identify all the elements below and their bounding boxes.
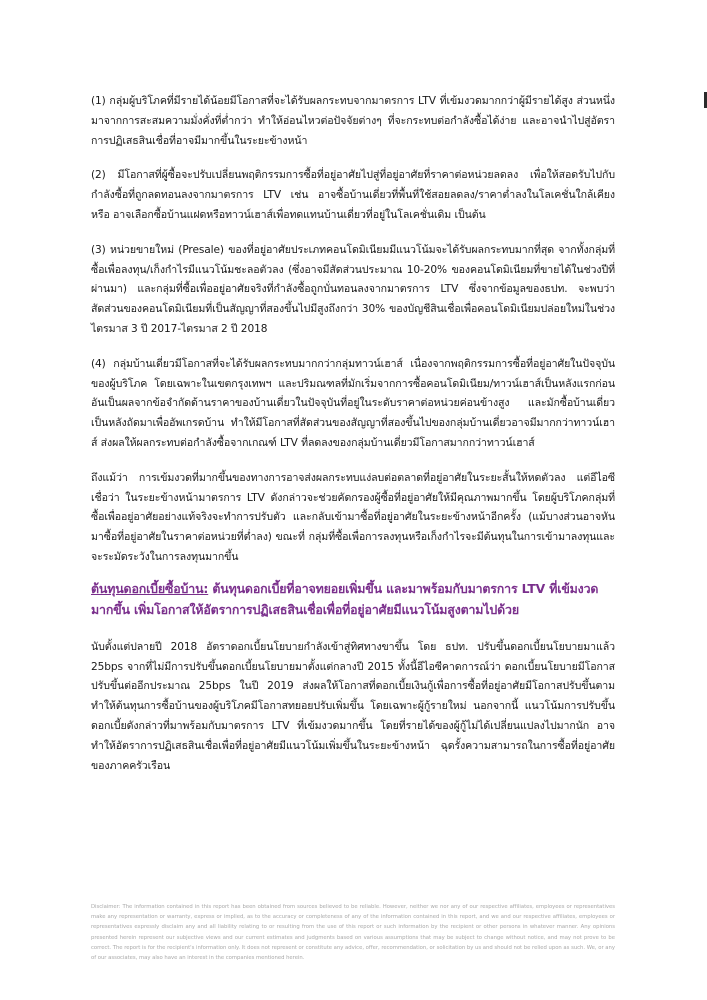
paragraph-point-1: (1) กลุ่มผู้บริโภคที่มีรายได้น้อยมีโอกาสที่จะได้รับผลกระทบจากมาตรการ LTV ที่เข้มงวดมากกว่าผู้มีรายได้สูง ส่วนหนึ่งมาจากการสะสมความมั่งคั่งที่ต่ำกว่า ทำให้อ่อนไหวต่อปัจจัยต่างๆ ที่จะกระทบต่อกำลังซื้อได้ง่าย และอาจนำไปสู่อัตราการปฏิเสธสินเชื่อที่อาจมีมากขึ้นในระยะข้างหน้า (91, 95, 615, 147)
paragraph-interest-rate: นับตั้งแต่ปลายปี 2018 อัตราดอกเบี้ยนโยบายกำลังเข้าสู่ทิศทางขาขึ้น โดย ธปท. ปรับขึ้นดอกเบี้ยนโยบายมาแล้ว 25bps จากที่ไม่มีการปรับขึ้นดอกเบี้ยนโยบายมาตั้งแต่กลางปี 2015 ทั้งนี้อีไอซีคาดการณ์ว่า ดอกเบี้ยนโยบายมีโอกาสปรับขึ้นต่ออีกประมาณ 25bps ในปี 2019 ส่งผลให้โอกาสที่ดอกเบี้ยเงินกู้เพื่อการซื้อที่อยู่อาศัยมีโอกาสปรับขึ้นตาม ทำให้ต้นทุนการซื้อบ้านของผู้บริโภคมีโอกาสทยอยปรับเพิ่มขึ้น โดยเฉพาะผู้กู้รายใหม่ นอกจากนี้ แนวโน้มการปรับขึ้นดอกเบี้ยดังกล่าวที่มาพร้อมกับมาตรการ LTV ที่เข้มงวดมากขึ้น โดยที่รายได้ของผู้กู้ไม่ได้เปลี่ยนแปลงไปมากนัก อาจทำให้อัตราการปฏิเสธสินเชื่อเพื่อที่อยู่อาศัยมีแนวโน้มเพิ่มขึ้นในระยะข้างหน้า ฉุดรั้งความสามารถในการซื้อที่อยู่อาศัยของภาคครัวเรือน (91, 640, 615, 772)
main-content (91, 92, 615, 791)
section-heading-rest: ต้นทุนดอกเบี้ยที่อาจทยอยเพิ่มขึ้น และมาพร้อมกับมาตรการ LTV ที่เข้มงวดมากขึ้น เพิ่มโอกาสให้อัตราการปฏิเสธสินเชื่อเพื่อที่อยู่อาศัยมีแนวโน้มสูงตามไปด้วย (91, 580, 599, 617)
paragraph-point-3: (3) หน่วยขายใหม่ (Presale) ของที่อยู่อาศัยประเภทคอนโดมิเนียมมีแนวโน้มจะได้รับผลกระทบมากที่สุด จากทั้งกลุ่มที่ซื้อเพื่อลงทุน/เก็งกำไรมีแนวโน้มชะลอตัวลง (ซึ่งอาจมีสัดส่วนประมาณ 10-20% ของคอนโดมิเนียมที่ขายได้ในช่วงปีที่ผ่านมา) และกลุ่มที่ซื้อเพื่ออยู่อาศัยจริงที่กำลังซื้อถูกบั่นทอนลงจากมาตรการ LTV ซึ่งจากข้อมูลของธปท. จะพบว่าสัดส่วนของคอนโดมิเนียมที่เป็นสัญญาที่สองขึ้นไปมีสูงถึงกว่า 30% ของบัญชีสินเชื่อเพื่อคอนโดมิเนียมปล่อยใหม่ในช่วงไตรมาส 3 ปี 2017-ไตรมาส 2 ปี 2018 (91, 243, 615, 335)
paragraph-point-4: (4) กลุ่มบ้านเดี่ยวมีโอกาสที่จะได้รับผลกระทบมากกว่ากลุ่มทาวน์เฮาส์ เนื่องจากพฤติกรรมการซื้อที่อยู่อาศัยในปัจจุบันของผู้บริโภค โดยเฉพาะในเขตกรุงเทพฯ และปริมณฑลที่มักเริ่มจากการซื้อคอนโดมิเนียม/ทาวน์เฮาส์เป็นหลังแรกก่อน อันเป็นผลจากข้อจำกัดด้านราคาของบ้านเดี่ยวในปัจจุบันที่อยู่ในระดับราคาต่อหน่วยค่อนข้างสูง และมักซื้อบ้านเดี่ยวเป็นหลังถัดมาเพื่ออัพเกรดบ้าน ทำให้มีโอกาสที่สัดส่วนของสัญญาที่สองขึ้นไปของกลุ่มบ้านเดี่ยวอาจมีมากกว่าทาวน์เฮาส์ ส่งผลให้ผลกระทบต่อกำลังซื้อจากเกณฑ์ LTV ที่ลดลงของกลุ่มบ้านเดี่ยวมีโอกาสมากกว่าทาวน์เฮาส์ (91, 357, 615, 449)
paragraph-point-2: (2) มีโอกาสที่ผู้ซื้อจะปรับเปลี่ยนพฤติกรรมการซื้อที่อยู่อาศัยไปสู่ที่อยู่อาศัยที่ราคาต่อหน่วยลดลง เพื่อให้สอดรับไปกับกำลังซื้อที่ถูกลดทอนลงจากมาตรการ LTV เช่น อาจซื้อบ้านเดี่ยวที่พื้นที่ใช้สอยลดลง/ราคาต่ำลงในโลเคชั่นใกล้เคียง หรือ อาจเลือกซื้อบ้านแฝดหรือทาวน์เฮาส์เพื่อทดแทนบ้านเดี่ยวที่อยู่ในโลเคชั่นเดิม เป็นต้น (91, 169, 615, 221)
paragraph-conclusion: ถึงแม้ว่า การเข้มงวดที่มากขึ้นของทางการอาจส่งผลกระทบแง่ลบต่อตลาดที่อยู่อาศัยในระยะสั้นให้หดตัวลง แต่อีไอซีเชื่อว่า ในระยะข้างหน้ามาตรการ LTV ดังกล่าวจะช่วยคัดกรองผู้ซื้อที่อยู่อาศัยให้มีคุณภาพมากขึ้น โดยผู้บริโภคกลุ่มที่ซื้อเพื่ออยู่อาศัยอย่างแท้จริงจะทำการปรับตัว และกลับเข้ามาซื้อที่อยู่อาศัยในระยะข้างหน้าอีกครั้ง (แม้บางส่วนอาจหันมาซื้อที่อยู่อาศัยในราคาต่อหน่วยที่ต่ำลง) ขณะที่ กลุ่มที่ซื้อเพื่อการลงทุนหรือเก็งกำไรจะมีต้นทุนในการเข้ามาลงทุนและจะระมัดระวังในการลงทุนมากขึ้น (91, 471, 615, 563)
section-heading-underlined: ต้นทุนดอกเบี้ยซื้อบ้าน: (91, 580, 209, 596)
disclaimer: Disclaimer: The information contained in this report has been obtained from sources believed to be reliable. However, neither we nor any of our respective affiliates, employees or representatives make any representation or warranty, express or implied, as to the accuracy or completeness of any of the information contained in this report, and we and our respective affiliates, employees or representatives expressly disclaim any and all liability relating to or resulting from the use of this report or such information by the recipient or other persons in whatever manner. Any opinions presented herein represent our subjective views and our current estimates and judgments based on various assumptions that may be subject to change without notice, and may not prove to be correct. The report is for the recipient's information only. It does not represent or constitute any advice, offer, recommendation, or solicitation by us and should not be relied upon as such. We, or any of our associates, may also have an interest in the companies mentioned herein. (91, 904, 615, 962)
section-heading (91, 578, 615, 620)
